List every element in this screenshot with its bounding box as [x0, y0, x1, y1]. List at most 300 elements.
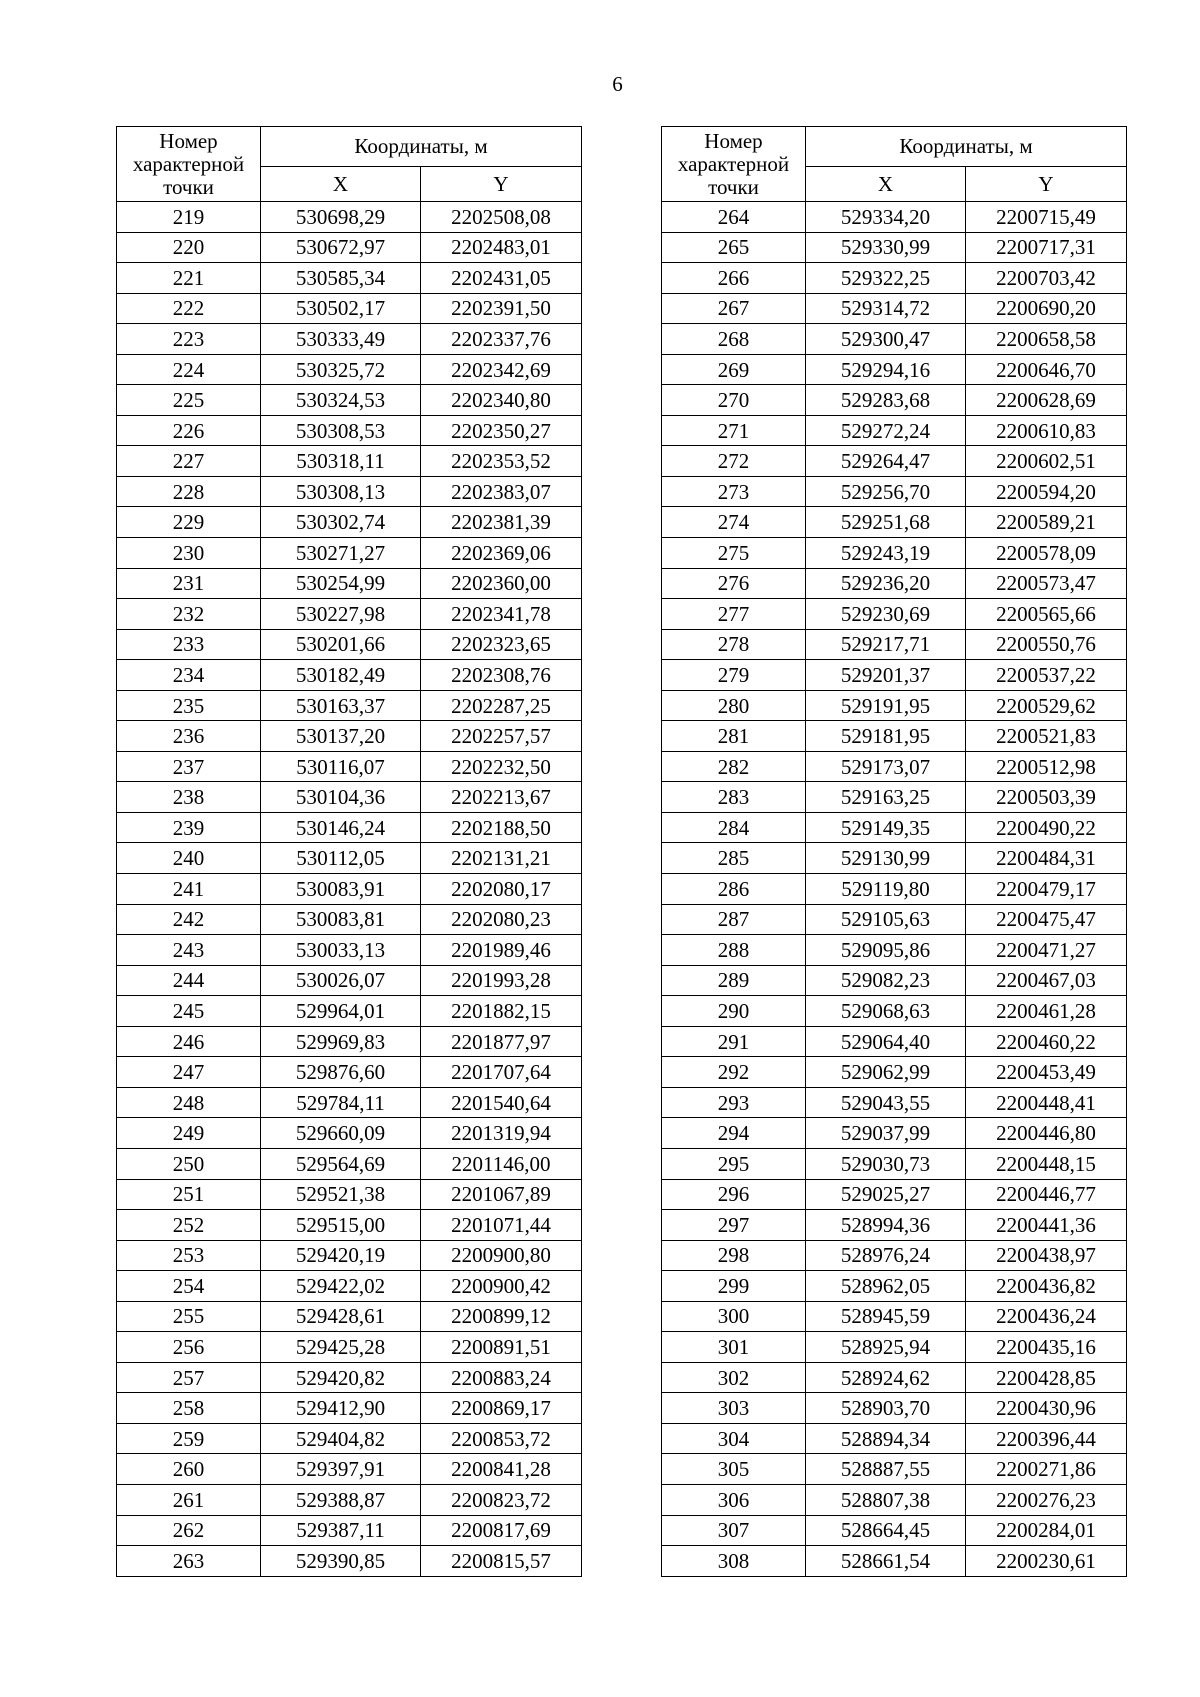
point-number-cell: 289: [662, 965, 806, 996]
y-coordinate-cell: 2200441,36: [966, 1210, 1127, 1241]
table-row: [662, 935, 1127, 966]
y-coordinate-cell: 2202508,08: [421, 202, 582, 233]
point-number-header: Номер характерной точки: [662, 127, 806, 202]
point-number-cell: 226: [117, 415, 261, 446]
page-number: 6: [612, 72, 623, 96]
x-coordinate-cell: 529564,69: [261, 1148, 421, 1179]
x-coordinate-cell: 529201,37: [806, 660, 966, 691]
y-coordinate-cell: 2200715,49: [966, 202, 1127, 233]
table-row: [117, 1148, 582, 1179]
x-coordinate-cell: 528661,54: [806, 1546, 966, 1577]
point-number-cell: 285: [662, 843, 806, 874]
table-row: [662, 1454, 1127, 1485]
table-row: [117, 1210, 582, 1241]
table-row: [662, 782, 1127, 813]
y-coordinate-cell: 2200815,57: [421, 1546, 582, 1577]
y-coordinate-cell: 2200446,80: [966, 1118, 1127, 1149]
point-number-cell: 272: [662, 446, 806, 477]
y-coordinate-cell: 2202188,50: [421, 812, 582, 843]
table-row: [662, 812, 1127, 843]
table-row: [117, 690, 582, 721]
point-number-cell: 271: [662, 415, 806, 446]
table-row: [117, 1393, 582, 1424]
table-row: [117, 1332, 582, 1363]
table-row: [117, 1423, 582, 1454]
table-row: [662, 1332, 1127, 1363]
x-coordinate-cell: 530083,81: [261, 904, 421, 935]
table-row: [662, 446, 1127, 477]
x-coordinate-cell: 529236,20: [806, 568, 966, 599]
x-coordinate-cell: 530227,98: [261, 599, 421, 630]
x-coordinate-cell: 529283,68: [806, 385, 966, 416]
y-coordinate-cell: 2200573,47: [966, 568, 1127, 599]
table-row: [117, 1546, 582, 1577]
table-body-left: [117, 202, 582, 1577]
y-coordinate-cell: 2200853,72: [421, 1423, 582, 1454]
y-coordinate-cell: 2202353,52: [421, 446, 582, 477]
point-number-cell: 239: [117, 812, 261, 843]
point-number-cell: 296: [662, 1179, 806, 1210]
y-coordinate-cell: 2202131,21: [421, 843, 582, 874]
x-coordinate-cell: 529334,20: [806, 202, 966, 233]
point-number-cell: 242: [117, 904, 261, 935]
y-coordinate-cell: 2200453,49: [966, 1057, 1127, 1088]
y-coordinate-cell: 2200550,76: [966, 629, 1127, 660]
point-number-cell: 273: [662, 476, 806, 507]
table-row: [662, 1148, 1127, 1179]
x-coordinate-cell: 529330,99: [806, 232, 966, 263]
y-coordinate-cell: 2200594,20: [966, 476, 1127, 507]
y-coordinate-cell: 2201993,28: [421, 965, 582, 996]
y-coordinate-cell: 2200589,21: [966, 507, 1127, 538]
point-number-cell: 263: [117, 1546, 261, 1577]
y-coordinate-cell: 2200869,17: [421, 1393, 582, 1424]
table-row: [662, 1057, 1127, 1088]
table-row: [662, 1240, 1127, 1271]
y-coordinate-cell: 2200428,85: [966, 1362, 1127, 1393]
x-coordinate-cell: 529043,55: [806, 1087, 966, 1118]
x-coordinate-cell: 528925,94: [806, 1332, 966, 1363]
x-coordinate-cell: 529969,83: [261, 1026, 421, 1057]
table-row: [117, 812, 582, 843]
y-coordinate-cell: 2200703,42: [966, 263, 1127, 294]
x-coordinate-cell: 528924,62: [806, 1362, 966, 1393]
y-coordinate-cell: 2202369,06: [421, 538, 582, 569]
point-number-cell: 276: [662, 568, 806, 599]
x-coordinate-cell: 529173,07: [806, 751, 966, 782]
point-number-cell: 241: [117, 874, 261, 905]
point-number-cell: 270: [662, 385, 806, 416]
x-coordinate-cell: 530026,07: [261, 965, 421, 996]
point-number-cell: 303: [662, 1393, 806, 1424]
table-row: [662, 507, 1127, 538]
table-row: [117, 782, 582, 813]
point-number-cell: 293: [662, 1087, 806, 1118]
x-coordinate-cell: 530325,72: [261, 354, 421, 385]
point-number-cell: 301: [662, 1332, 806, 1363]
point-number-cell: 278: [662, 629, 806, 660]
y-coordinate-cell: 2200690,20: [966, 293, 1127, 324]
coordinates-header: Координаты, м: [806, 127, 1127, 167]
y-coordinate-cell: 2200900,42: [421, 1271, 582, 1302]
x-coordinate-cell: 529397,91: [261, 1454, 421, 1485]
y-coordinate-cell: 2200475,47: [966, 904, 1127, 935]
x-coordinate-cell: 529515,00: [261, 1210, 421, 1241]
x-coordinate-cell: 528945,59: [806, 1301, 966, 1332]
x-coordinate-cell: 529025,27: [806, 1179, 966, 1210]
point-number-cell: 264: [662, 202, 806, 233]
x-coordinate-cell: 530324,53: [261, 385, 421, 416]
x-header: X: [261, 167, 421, 202]
x-coordinate-cell: 529037,99: [806, 1118, 966, 1149]
table-row: [117, 660, 582, 691]
y-coordinate-cell: 2202483,01: [421, 232, 582, 263]
table-row: [117, 568, 582, 599]
y-coordinate-cell: 2200610,83: [966, 415, 1127, 446]
y-coordinate-cell: 2200521,83: [966, 721, 1127, 752]
y-coordinate-cell: 2200717,31: [966, 232, 1127, 263]
table-row: [117, 1515, 582, 1546]
x-coordinate-cell: 529412,90: [261, 1393, 421, 1424]
point-number-cell: 306: [662, 1484, 806, 1515]
x-coordinate-cell: 529428,61: [261, 1301, 421, 1332]
y-coordinate-cell: 2201877,97: [421, 1026, 582, 1057]
table-row: [117, 507, 582, 538]
y-coordinate-cell: 2200448,15: [966, 1148, 1127, 1179]
point-number-cell: 298: [662, 1240, 806, 1271]
x-coordinate-cell: 529660,09: [261, 1118, 421, 1149]
x-coordinate-cell: 530033,13: [261, 935, 421, 966]
table-row: [117, 1026, 582, 1057]
x-coordinate-cell: 529095,86: [806, 935, 966, 966]
x-coordinate-cell: 529119,80: [806, 874, 966, 905]
table-row: [662, 965, 1127, 996]
table-row: [662, 1271, 1127, 1302]
y-coordinate-cell: 2202257,57: [421, 721, 582, 752]
point-number-cell: 237: [117, 751, 261, 782]
x-coordinate-cell: 529521,38: [261, 1179, 421, 1210]
y-coordinate-cell: 2202431,05: [421, 263, 582, 294]
x-coordinate-cell: 529314,72: [806, 293, 966, 324]
y-coordinate-cell: 2202080,23: [421, 904, 582, 935]
table-row: [662, 1179, 1127, 1210]
x-coordinate-cell: 529163,25: [806, 782, 966, 813]
y-coordinate-cell: 2200628,69: [966, 385, 1127, 416]
x-coordinate-cell: 530502,17: [261, 293, 421, 324]
x-coordinate-cell: 528962,05: [806, 1271, 966, 1302]
table-row: [662, 1515, 1127, 1546]
coordinates-table-right: [661, 126, 1127, 1577]
x-coordinate-cell: 529130,99: [806, 843, 966, 874]
x-coordinate-cell: 529876,60: [261, 1057, 421, 1088]
point-number-cell: 258: [117, 1393, 261, 1424]
table-row: [662, 476, 1127, 507]
x-coordinate-cell: 529230,69: [806, 599, 966, 630]
x-coordinate-cell: 530271,27: [261, 538, 421, 569]
y-coordinate-cell: 2200529,62: [966, 690, 1127, 721]
point-number-cell: 221: [117, 263, 261, 294]
y-coordinate-cell: 2202323,65: [421, 629, 582, 660]
table-row: [117, 843, 582, 874]
point-number-cell: 222: [117, 293, 261, 324]
y-coordinate-cell: 2200448,41: [966, 1087, 1127, 1118]
point-number-cell: 231: [117, 568, 261, 599]
x-coordinate-cell: 529404,82: [261, 1423, 421, 1454]
y-coordinate-cell: 2200565,66: [966, 599, 1127, 630]
x-coordinate-cell: 529064,40: [806, 1026, 966, 1057]
x-coordinate-cell: 529422,02: [261, 1271, 421, 1302]
table-row: [117, 1301, 582, 1332]
y-coordinate-cell: 2200436,82: [966, 1271, 1127, 1302]
x-coordinate-cell: 529191,95: [806, 690, 966, 721]
y-coordinate-cell: 2200891,51: [421, 1332, 582, 1363]
table-row: [662, 354, 1127, 385]
y-coordinate-cell: 2200276,23: [966, 1484, 1127, 1515]
x-coordinate-cell: 529272,24: [806, 415, 966, 446]
table-row: [662, 660, 1127, 691]
table-row: [117, 446, 582, 477]
table-row: [117, 232, 582, 263]
table-row: [117, 385, 582, 416]
y-coordinate-cell: 2200578,09: [966, 538, 1127, 569]
x-coordinate-cell: 529388,87: [261, 1484, 421, 1515]
table-row: [662, 1362, 1127, 1393]
y-coordinate-cell: 2202350,27: [421, 415, 582, 446]
point-number-cell: 236: [117, 721, 261, 752]
table-row: [117, 538, 582, 569]
table-row: [662, 599, 1127, 630]
y-coordinate-cell: 2202232,50: [421, 751, 582, 782]
y-coordinate-cell: 2200646,70: [966, 354, 1127, 385]
table-row: [662, 721, 1127, 752]
table-row: [662, 751, 1127, 782]
x-coordinate-cell: 530112,05: [261, 843, 421, 874]
table-row: [662, 263, 1127, 294]
y-header: Y: [966, 167, 1127, 202]
point-number-header: Номер характерной точки: [117, 127, 261, 202]
point-number-cell: 275: [662, 538, 806, 569]
table-row: [662, 1301, 1127, 1332]
point-number-cell: 223: [117, 324, 261, 355]
y-coordinate-cell: 2201146,00: [421, 1148, 582, 1179]
point-number-cell: 304: [662, 1423, 806, 1454]
y-coordinate-cell: 2200537,22: [966, 660, 1127, 691]
point-number-cell: 255: [117, 1301, 261, 1332]
y-coordinate-cell: 2200460,22: [966, 1026, 1127, 1057]
x-coordinate-cell: 530083,91: [261, 874, 421, 905]
y-coordinate-cell: 2200823,72: [421, 1484, 582, 1515]
y-coordinate-cell: 2200503,39: [966, 782, 1127, 813]
y-coordinate-cell: 2201882,15: [421, 996, 582, 1027]
y-coordinate-cell: 2200396,44: [966, 1423, 1127, 1454]
x-coordinate-cell: 529294,16: [806, 354, 966, 385]
table-row: [662, 1484, 1127, 1515]
x-coordinate-cell: 528903,70: [806, 1393, 966, 1424]
table-row: [117, 202, 582, 233]
table-row: [662, 690, 1127, 721]
x-coordinate-cell: 530182,49: [261, 660, 421, 691]
table-row: [117, 1362, 582, 1393]
point-number-cell: 229: [117, 507, 261, 538]
table-row: [117, 1484, 582, 1515]
x-coordinate-cell: 529420,82: [261, 1362, 421, 1393]
x-coordinate-cell: 530672,97: [261, 232, 421, 263]
table-row: [662, 415, 1127, 446]
table-row: [662, 324, 1127, 355]
point-number-cell: 259: [117, 1423, 261, 1454]
table-row: [662, 1026, 1127, 1057]
point-number-cell: 274: [662, 507, 806, 538]
point-number-cell: 230: [117, 538, 261, 569]
point-number-cell: 227: [117, 446, 261, 477]
point-number-cell: 299: [662, 1271, 806, 1302]
x-coordinate-cell: 529243,19: [806, 538, 966, 569]
x-header: X: [806, 167, 966, 202]
x-coordinate-cell: 530698,29: [261, 202, 421, 233]
y-coordinate-cell: 2202381,39: [421, 507, 582, 538]
x-coordinate-cell: 530104,36: [261, 782, 421, 813]
point-number-cell: 257: [117, 1362, 261, 1393]
x-coordinate-cell: 529149,35: [806, 812, 966, 843]
y-coordinate-cell: 2200841,28: [421, 1454, 582, 1485]
point-number-cell: 256: [117, 1332, 261, 1363]
table-row: [662, 232, 1127, 263]
y-coordinate-cell: 2200817,69: [421, 1515, 582, 1546]
x-coordinate-cell: 529264,47: [806, 446, 966, 477]
y-coordinate-cell: 2200512,98: [966, 751, 1127, 782]
y-coordinate-cell: 2202287,25: [421, 690, 582, 721]
x-coordinate-cell: 528887,55: [806, 1454, 966, 1485]
y-coordinate-cell: 2202213,67: [421, 782, 582, 813]
point-number-cell: 265: [662, 232, 806, 263]
coordinates-header: Координаты, м: [261, 127, 582, 167]
table-row: [117, 904, 582, 935]
point-number-cell: 305: [662, 1454, 806, 1485]
point-number-cell: 261: [117, 1484, 261, 1515]
x-coordinate-cell: 530116,07: [261, 751, 421, 782]
table-row: [117, 354, 582, 385]
table-row: [117, 1118, 582, 1149]
point-number-cell: 292: [662, 1057, 806, 1088]
table-row: [662, 1118, 1127, 1149]
point-number-cell: 297: [662, 1210, 806, 1241]
point-number-cell: 308: [662, 1546, 806, 1577]
x-coordinate-cell: 530333,49: [261, 324, 421, 355]
y-coordinate-cell: 2200271,86: [966, 1454, 1127, 1485]
x-coordinate-cell: 530308,53: [261, 415, 421, 446]
y-coordinate-cell: 2200602,51: [966, 446, 1127, 477]
x-coordinate-cell: 530254,99: [261, 568, 421, 599]
table-row: [117, 996, 582, 1027]
y-coordinate-cell: 2202341,78: [421, 599, 582, 630]
point-number-cell: 287: [662, 904, 806, 935]
y-coordinate-cell: 2202308,76: [421, 660, 582, 691]
y-coordinate-cell: 2200467,03: [966, 965, 1127, 996]
point-number-cell: 232: [117, 599, 261, 630]
point-number-cell: 248: [117, 1087, 261, 1118]
point-number-cell: 251: [117, 1179, 261, 1210]
x-coordinate-cell: 529105,63: [806, 904, 966, 935]
table-row: [117, 965, 582, 996]
table-row: [662, 385, 1127, 416]
table-row: [117, 1087, 582, 1118]
x-coordinate-cell: 529964,01: [261, 996, 421, 1027]
point-number-cell: 254: [117, 1271, 261, 1302]
point-number-cell: 249: [117, 1118, 261, 1149]
point-number-cell: 228: [117, 476, 261, 507]
table-row: [662, 1546, 1127, 1577]
point-number-cell: 282: [662, 751, 806, 782]
point-number-cell: 260: [117, 1454, 261, 1485]
x-coordinate-cell: 529420,19: [261, 1240, 421, 1271]
table-row: [662, 538, 1127, 569]
point-number-cell: 288: [662, 935, 806, 966]
table-row: [662, 996, 1127, 1027]
point-number-cell: 266: [662, 263, 806, 294]
point-number-cell: 235: [117, 690, 261, 721]
x-coordinate-cell: 528994,36: [806, 1210, 966, 1241]
x-coordinate-cell: 529387,11: [261, 1515, 421, 1546]
y-coordinate-cell: 2200471,27: [966, 935, 1127, 966]
x-coordinate-cell: 529062,99: [806, 1057, 966, 1088]
point-number-cell: 234: [117, 660, 261, 691]
x-coordinate-cell: 529425,28: [261, 1332, 421, 1363]
y-coordinate-cell: 2201319,94: [421, 1118, 582, 1149]
table-row: [662, 874, 1127, 905]
y-coordinate-cell: 2202080,17: [421, 874, 582, 905]
x-coordinate-cell: 529181,95: [806, 721, 966, 752]
x-coordinate-cell: 528664,45: [806, 1515, 966, 1546]
table-row: [117, 1271, 582, 1302]
x-coordinate-cell: 529082,23: [806, 965, 966, 996]
y-coordinate-cell: 2201067,89: [421, 1179, 582, 1210]
point-number-cell: 291: [662, 1026, 806, 1057]
y-coordinate-cell: 2201707,64: [421, 1057, 582, 1088]
point-number-cell: 283: [662, 782, 806, 813]
x-coordinate-cell: 529251,68: [806, 507, 966, 538]
y-coordinate-cell: 2202342,69: [421, 354, 582, 385]
y-header: Y: [421, 167, 582, 202]
y-coordinate-cell: 2200461,28: [966, 996, 1127, 1027]
y-coordinate-cell: 2200883,24: [421, 1362, 582, 1393]
y-coordinate-cell: 2200899,12: [421, 1301, 582, 1332]
x-coordinate-cell: 530201,66: [261, 629, 421, 660]
y-coordinate-cell: 2202383,07: [421, 476, 582, 507]
y-coordinate-cell: 2201989,46: [421, 935, 582, 966]
table-row: [117, 1240, 582, 1271]
y-coordinate-cell: 2201540,64: [421, 1087, 582, 1118]
y-coordinate-cell: 2202360,00: [421, 568, 582, 599]
table-row: [662, 293, 1127, 324]
point-number-cell: 220: [117, 232, 261, 263]
point-number-cell: 294: [662, 1118, 806, 1149]
table-row: [117, 629, 582, 660]
table-body-right: [662, 202, 1127, 1577]
point-number-cell: 302: [662, 1362, 806, 1393]
y-coordinate-cell: 2200446,77: [966, 1179, 1127, 1210]
table-row: [662, 1423, 1127, 1454]
table-row: [117, 751, 582, 782]
y-coordinate-cell: 2200435,16: [966, 1332, 1127, 1363]
point-number-cell: 307: [662, 1515, 806, 1546]
x-coordinate-cell: 530585,34: [261, 263, 421, 294]
point-number-cell: 233: [117, 629, 261, 660]
y-coordinate-cell: 2200436,24: [966, 1301, 1127, 1332]
point-number-cell: 280: [662, 690, 806, 721]
y-coordinate-cell: 2200430,96: [966, 1393, 1127, 1424]
point-number-cell: 219: [117, 202, 261, 233]
y-coordinate-cell: 2200284,01: [966, 1515, 1127, 1546]
